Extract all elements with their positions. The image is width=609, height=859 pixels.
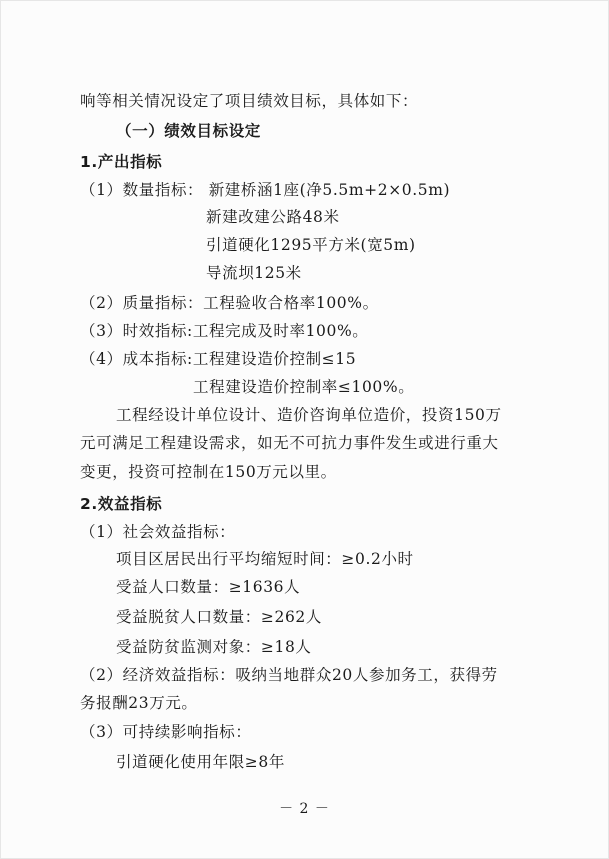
body-text-line: 工程经设计单位设计、造价咨询单位造价，投资150万 <box>116 406 502 424</box>
quantity-indicator: （1）数量指标： 新建桥涵1座(净5.5m+2×0.5m) <box>80 181 451 199</box>
cost-indicator-item: 工程建设造价控制率≤100%。 <box>193 378 415 396</box>
social-benefit-item: 受益人口数量：≥1636人 <box>116 578 301 596</box>
social-benefit-item: 项目区居民出行平均缩短时间：≥0.2小时 <box>116 550 414 568</box>
body-text-line: 务报酬23万元。 <box>80 694 198 712</box>
page-number: － 2 － <box>279 801 330 817</box>
quantity-item: 导流坝125米 <box>206 264 302 282</box>
body-text-line: 元可满足工程建设需求，如无不可抗力事件发生或进行重大 <box>80 434 499 452</box>
social-benefit-heading: （1）社会效益指标： <box>80 523 236 541</box>
sustainability-item: 引道硬化使用年限≥8年 <box>116 753 285 771</box>
body-text-line: 变更，投资可控制在150万元以里。 <box>80 463 337 481</box>
quantity-item: 新建改建公路48米 <box>206 208 340 226</box>
quality-indicator: （2）质量指标：工程验收合格率100%。 <box>80 294 379 312</box>
timeliness-indicator: （3）时效指标:工程完成及时率100%。 <box>80 322 369 340</box>
sustainability-heading: （3）可持续影响指标： <box>80 723 252 741</box>
quantity-item: 引道硬化1295平方米(宽5m) <box>206 236 416 254</box>
cost-indicator: （4）成本指标:工程建设造价控制≤15 <box>80 350 357 368</box>
body-text-line: 响等相关情况设定了项目绩效目标，具体如下： <box>80 92 419 110</box>
subsection-heading-output: 1.产出指标 <box>80 153 163 171</box>
section-heading: （一）绩效目标设定 <box>116 122 261 140</box>
economic-benefit-indicator: （2）经济效益指标：吸纳当地群众20人参加务工，获得劳 <box>80 666 498 684</box>
social-benefit-item: 受益防贫监测对象：≥18人 <box>116 638 312 656</box>
subsection-heading-benefit: 2.效益指标 <box>80 495 163 513</box>
social-benefit-item: 受益脱贫人口数量：≥262人 <box>116 608 322 626</box>
